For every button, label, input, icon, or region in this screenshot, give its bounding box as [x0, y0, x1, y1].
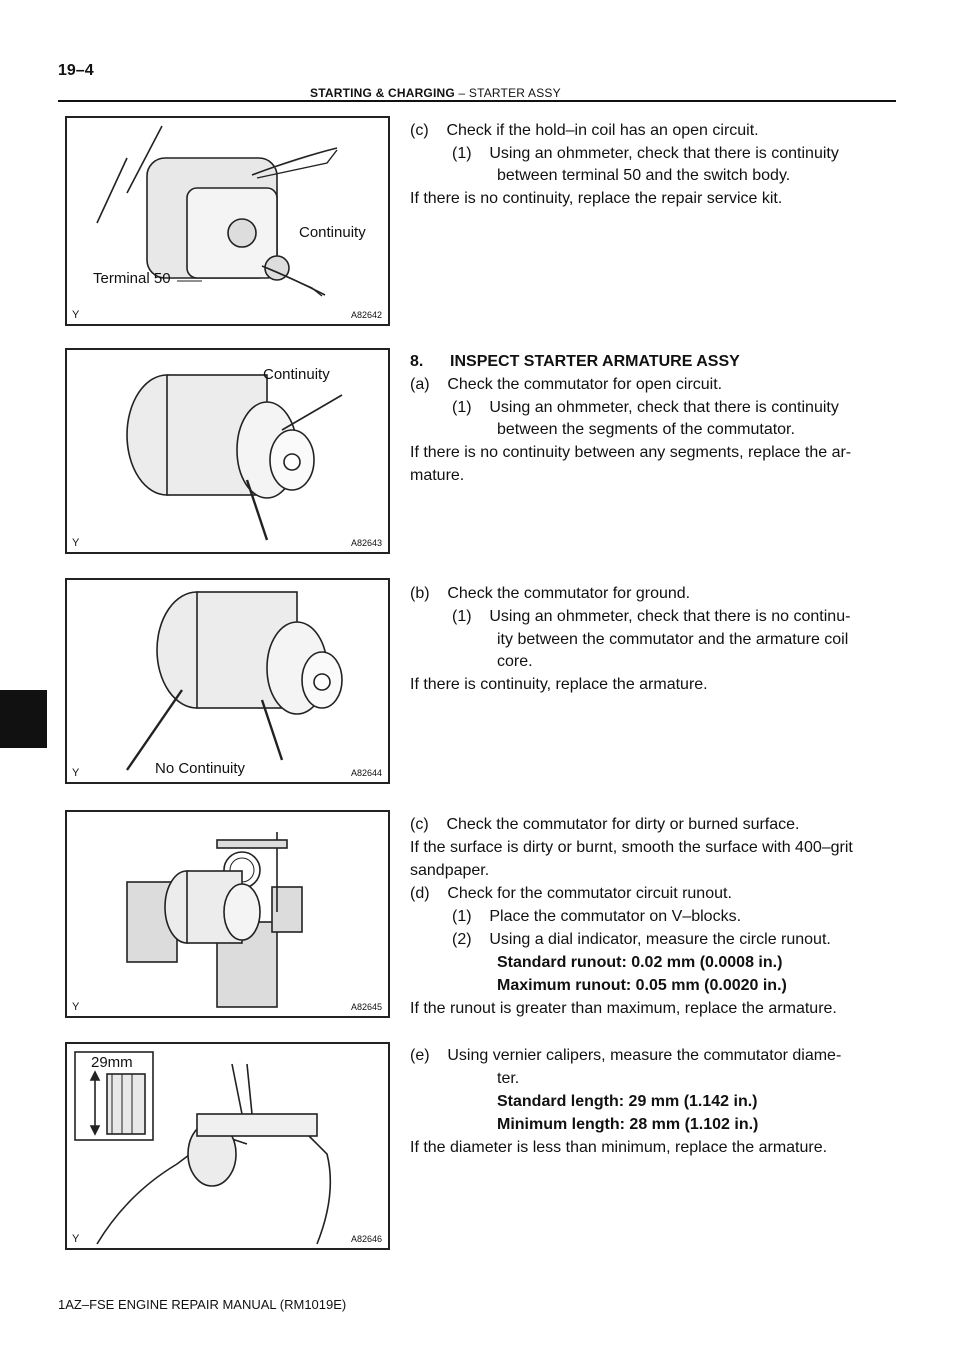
step-e-heading: (e) Using vernier calipers, measure the commutator diame- [410, 1047, 842, 1064]
figure-corner-mark: Y [72, 309, 80, 321]
figure-corner-mark: Y [72, 537, 80, 549]
step-e-heading-cont: ter. [497, 1070, 520, 1087]
dimension-29mm-label: 29mm [91, 1054, 133, 1071]
standard-runout: Standard runout: 0.02 mm (0.0008 in.) [497, 954, 783, 971]
minimum-length: Minimum length: 28 mm (1.102 in.) [497, 1116, 759, 1133]
figure-id: A82642 [350, 310, 382, 320]
figure-id: A82645 [350, 1002, 382, 1012]
step-a-result-cont: mature. [410, 467, 465, 484]
step-a-heading: (a) Check the commutator for open circuit. [410, 376, 723, 393]
continuity-label: Continuity [299, 224, 366, 241]
subsection-name: STARTER ASSY [468, 86, 561, 100]
step-d-heading: (d) Check for the commutator circuit runout. [410, 885, 732, 902]
step-a-result: If there is no continuity between any segments, replace the ar- [410, 444, 852, 461]
step-b-1: (1) Using an ohmmeter, check that there is no continu- [452, 608, 851, 625]
standard-length: Standard length: 29 mm (1.142 in.) [497, 1093, 758, 1110]
figure-id: A82646 [350, 1234, 382, 1244]
step-c2-result-cont: sandpaper. [410, 862, 490, 879]
section-8-heading: 8. INSPECT STARTER ARMATURE ASSY [410, 353, 740, 370]
calipers-illustration [67, 1044, 388, 1248]
step-c2-heading: (c) Check the commutator for dirty or burned surface. [410, 816, 800, 833]
page-number: 19–4 [58, 62, 94, 79]
step-d-1: (1) Place the commutator on V–blocks. [452, 908, 742, 925]
step-b-heading: (b) Check the commutator for ground. [410, 585, 691, 602]
step-c2-result: If the surface is dirty or burnt, smooth the surface with 400–grit [410, 839, 853, 856]
section-name: STARTING & CHARGING [310, 86, 455, 100]
figure-commutator-open-circuit [65, 348, 390, 554]
continuity-label: Continuity [263, 366, 330, 383]
header-rule [58, 100, 896, 102]
figure-id: A82644 [350, 768, 382, 778]
figure-commutator-ground [65, 578, 390, 784]
footer-manual-id: 1AZ–FSE ENGINE REPAIR MANUAL (RM1019E) [58, 1297, 347, 1312]
chapter-tab [0, 690, 47, 748]
figure-id: A82643 [350, 538, 382, 548]
figure-runout [65, 810, 390, 1018]
step-b-1-cont2: core. [497, 653, 533, 670]
no-continuity-label: No Continuity [155, 760, 246, 777]
figure-corner-mark: Y [72, 1233, 80, 1245]
section-title [310, 86, 561, 100]
step-c-heading: (c) Check if the hold–in coil has an open circuit. [410, 122, 759, 139]
runout-illustration [67, 812, 388, 1016]
step-d-result: If the runout is greater than maximum, replace the armature. [410, 1000, 837, 1017]
armature-continuity-illustration [67, 350, 388, 552]
solenoid-illustration [67, 118, 388, 324]
step-d-2: (2) Using a dial indicator, measure the circle runout. [452, 931, 831, 948]
terminal-50-label: Terminal 50 [93, 270, 171, 287]
figure-hold-in-coil [65, 116, 390, 326]
figure-corner-mark: Y [72, 767, 80, 779]
armature-ground-illustration [67, 580, 388, 782]
figure-commutator-diameter [65, 1042, 390, 1250]
step-a-1-cont: between the segments of the commutator. [497, 421, 795, 438]
step-c-result: If there is no continuity, replace the repair service kit. [410, 190, 783, 207]
step-e-result: If the diameter is less than minimum, replace the armature. [410, 1139, 828, 1156]
section-separator: – [454, 86, 469, 100]
step-c-1-cont: between terminal 50 and the switch body. [497, 167, 791, 184]
figure-corner-mark: Y [72, 1001, 80, 1013]
step-b-result: If there is continuity, replace the armature. [410, 676, 708, 693]
maximum-runout: Maximum runout: 0.05 mm (0.0020 in.) [497, 977, 787, 994]
step-a-1: (1) Using an ohmmeter, check that there is continuity [452, 399, 839, 416]
step-b-1-cont: ity between the commutator and the armature coil [497, 631, 849, 648]
step-c-1: (1) Using an ohmmeter, check that there is continuity [452, 145, 839, 162]
